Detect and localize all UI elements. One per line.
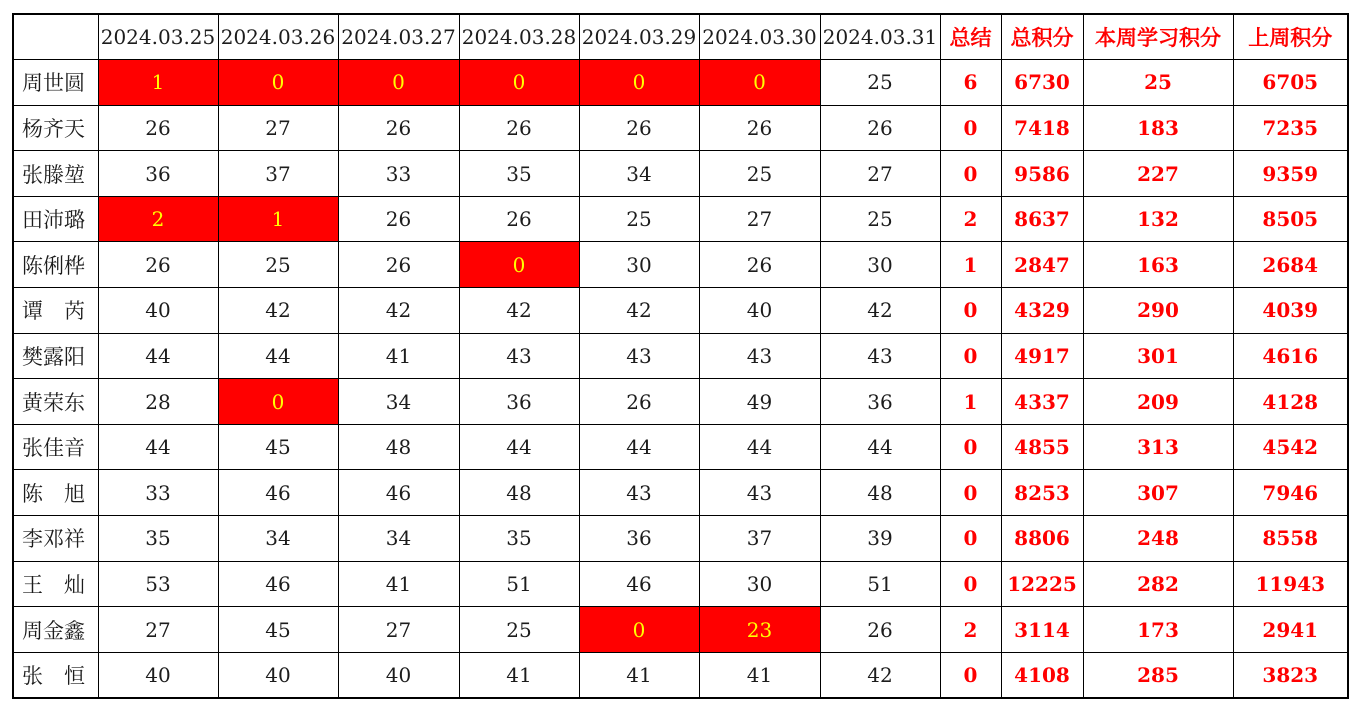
student-name-cell[interactable]: 陈 旭	[13, 470, 98, 516]
day-score-cell[interactable]: 44	[820, 424, 940, 470]
week-study-points-cell[interactable]: 183	[1083, 105, 1233, 151]
day-score-cell[interactable]: 41	[338, 561, 459, 607]
last-week-points-cell[interactable]: 4039	[1233, 288, 1348, 334]
last-week-points-cell[interactable]: 6705	[1233, 60, 1348, 106]
day-score-cell[interactable]: 41	[338, 333, 459, 379]
week-study-points-cell[interactable]: 248	[1083, 516, 1233, 562]
summary-cell[interactable]: 0	[940, 288, 1001, 334]
day-score-cell-highlighted[interactable]: 0	[579, 60, 699, 106]
last-week-points-cell[interactable]: 2941	[1233, 607, 1348, 653]
score-table	[12, 13, 1349, 699]
day-score-cell-highlighted[interactable]: 0	[459, 242, 579, 288]
day-score-cell[interactable]: 41	[459, 652, 579, 698]
day-score-cell[interactable]: 51	[820, 561, 940, 607]
total-points-cell[interactable]: 4108	[1001, 652, 1083, 698]
day-score-cell[interactable]: 33	[338, 151, 459, 197]
last-week-points-cell[interactable]: 3823	[1233, 652, 1348, 698]
day-score-cell[interactable]: 34	[338, 379, 459, 425]
day-score-cell[interactable]: 46	[579, 561, 699, 607]
summary-cell[interactable]: 0	[940, 151, 1001, 197]
column-header-date[interactable]: 2024.03.27	[338, 14, 459, 60]
day-score-cell[interactable]: 26	[820, 105, 940, 151]
day-score-cell[interactable]: 42	[338, 288, 459, 334]
day-score-cell[interactable]: 37	[699, 516, 820, 562]
day-score-cell[interactable]: 39	[820, 516, 940, 562]
day-score-cell[interactable]: 43	[699, 470, 820, 516]
summary-cell[interactable]: 0	[940, 561, 1001, 607]
day-score-cell[interactable]: 36	[579, 516, 699, 562]
day-score-cell[interactable]: 26	[699, 242, 820, 288]
day-score-cell[interactable]: 42	[579, 288, 699, 334]
summary-cell[interactable]: 0	[940, 424, 1001, 470]
day-score-cell[interactable]: 43	[579, 470, 699, 516]
day-score-cell[interactable]: 36	[820, 379, 940, 425]
table-row	[13, 333, 1348, 379]
day-score-cell-highlighted[interactable]: 0	[459, 60, 579, 106]
day-score-cell[interactable]: 42	[820, 652, 940, 698]
table-row	[13, 607, 1348, 653]
column-header-summary[interactable]: 本周学习积分	[1083, 14, 1233, 60]
student-name-cell[interactable]: 张佳音	[13, 424, 98, 470]
student-name-cell[interactable]: 陈俐桦	[13, 242, 98, 288]
day-score-cell[interactable]: 26	[98, 105, 218, 151]
student-name-cell[interactable]: 田沛璐	[13, 196, 98, 242]
summary-cell[interactable]: 0	[940, 333, 1001, 379]
week-study-points-cell[interactable]: 313	[1083, 424, 1233, 470]
week-study-points-cell[interactable]: 209	[1083, 379, 1233, 425]
day-score-cell[interactable]: 43	[459, 333, 579, 379]
student-name-cell[interactable]: 周金鑫	[13, 607, 98, 653]
day-score-cell[interactable]: 43	[579, 333, 699, 379]
week-study-points-cell[interactable]: 290	[1083, 288, 1233, 334]
day-score-cell[interactable]: 45	[218, 607, 338, 653]
week-study-points-cell[interactable]: 132	[1083, 196, 1233, 242]
day-score-cell[interactable]: 25	[579, 196, 699, 242]
last-week-points-cell[interactable]: 7946	[1233, 470, 1348, 516]
table-row	[13, 60, 1348, 106]
day-score-cell-highlighted[interactable]: 0	[699, 60, 820, 106]
day-score-cell[interactable]: 48	[820, 470, 940, 516]
day-score-cell[interactable]: 44	[699, 424, 820, 470]
week-study-points-cell[interactable]: 282	[1083, 561, 1233, 607]
day-score-cell[interactable]: 46	[218, 470, 338, 516]
last-week-points-cell[interactable]: 7235	[1233, 105, 1348, 151]
summary-cell[interactable]: 0	[940, 652, 1001, 698]
last-week-points-cell[interactable]: 4542	[1233, 424, 1348, 470]
week-study-points-cell[interactable]: 173	[1083, 607, 1233, 653]
student-name-cell[interactable]: 张滕堃	[13, 151, 98, 197]
day-score-cell[interactable]: 34	[579, 151, 699, 197]
last-week-points-cell[interactable]: 4128	[1233, 379, 1348, 425]
student-name-cell[interactable]: 王 灿	[13, 561, 98, 607]
day-score-cell[interactable]: 28	[98, 379, 218, 425]
student-name-cell[interactable]: 樊露阳	[13, 333, 98, 379]
table-row	[13, 424, 1348, 470]
day-score-cell[interactable]: 41	[579, 652, 699, 698]
week-study-points-cell[interactable]: 285	[1083, 652, 1233, 698]
table-body	[13, 60, 1348, 698]
total-points-cell[interactable]: 9586	[1001, 151, 1083, 197]
day-score-cell[interactable]: 43	[820, 333, 940, 379]
student-name-cell[interactable]: 杨齐天	[13, 105, 98, 151]
day-score-cell[interactable]: 26	[338, 242, 459, 288]
day-score-cell[interactable]: 26	[338, 196, 459, 242]
day-score-cell[interactable]: 26	[579, 379, 699, 425]
table-row	[13, 196, 1348, 242]
table-row	[13, 470, 1348, 516]
day-score-cell[interactable]: 42	[218, 288, 338, 334]
day-score-cell[interactable]: 26	[579, 105, 699, 151]
day-score-cell[interactable]: 27	[98, 607, 218, 653]
column-header-date[interactable]: 2024.03.25	[98, 14, 218, 60]
day-score-cell[interactable]: 27	[338, 607, 459, 653]
day-score-cell[interactable]: 46	[338, 470, 459, 516]
day-score-cell[interactable]: 41	[699, 652, 820, 698]
last-week-points-cell[interactable]: 9359	[1233, 151, 1348, 197]
day-score-cell[interactable]: 25	[820, 196, 940, 242]
day-score-cell[interactable]: 26	[338, 105, 459, 151]
day-score-cell[interactable]: 30	[820, 242, 940, 288]
student-name-cell[interactable]: 李邓祥	[13, 516, 98, 562]
day-score-cell[interactable]: 35	[459, 151, 579, 197]
day-score-cell[interactable]: 35	[98, 516, 218, 562]
week-study-points-cell[interactable]: 25	[1083, 60, 1233, 106]
last-week-points-cell[interactable]: 11943	[1233, 561, 1348, 607]
day-score-cell[interactable]: 33	[98, 470, 218, 516]
column-header-date[interactable]: 2024.03.28	[459, 14, 579, 60]
day-score-cell[interactable]: 49	[699, 379, 820, 425]
total-points-cell[interactable]: 8253	[1001, 470, 1083, 516]
day-score-cell[interactable]: 25	[820, 60, 940, 106]
corner-cell[interactable]	[13, 14, 98, 60]
summary-cell[interactable]: 2	[940, 607, 1001, 653]
day-score-cell[interactable]: 36	[98, 151, 218, 197]
day-score-cell[interactable]: 40	[98, 652, 218, 698]
day-score-cell-highlighted[interactable]: 0	[218, 379, 338, 425]
last-week-points-cell[interactable]: 8505	[1233, 196, 1348, 242]
day-score-cell[interactable]: 37	[218, 151, 338, 197]
last-week-points-cell[interactable]: 2684	[1233, 242, 1348, 288]
student-name-cell[interactable]: 黄荣东	[13, 379, 98, 425]
day-score-cell[interactable]: 44	[459, 424, 579, 470]
day-score-cell[interactable]: 53	[98, 561, 218, 607]
total-points-cell[interactable]: 8806	[1001, 516, 1083, 562]
column-header-date[interactable]: 2024.03.29	[579, 14, 699, 60]
last-week-points-cell[interactable]: 4616	[1233, 333, 1348, 379]
total-points-cell[interactable]: 8637	[1001, 196, 1083, 242]
summary-cell[interactable]: 0	[940, 516, 1001, 562]
day-score-cell[interactable]: 44	[579, 424, 699, 470]
table-row	[13, 288, 1348, 334]
student-name-cell[interactable]: 谭 芮	[13, 288, 98, 334]
summary-cell[interactable]: 6	[940, 60, 1001, 106]
day-score-cell-highlighted[interactable]: 0	[579, 607, 699, 653]
header-row	[13, 14, 1348, 60]
total-points-cell[interactable]: 7418	[1001, 105, 1083, 151]
day-score-cell[interactable]: 27	[218, 105, 338, 151]
day-score-cell[interactable]: 45	[218, 424, 338, 470]
student-name-cell[interactable]: 周世圆	[13, 60, 98, 106]
day-score-cell-highlighted[interactable]: 23	[699, 607, 820, 653]
day-score-cell[interactable]: 40	[98, 288, 218, 334]
table-row	[13, 151, 1348, 197]
day-score-cell[interactable]: 25	[699, 151, 820, 197]
day-score-cell[interactable]: 51	[459, 561, 579, 607]
day-score-cell[interactable]: 26	[699, 105, 820, 151]
student-name-cell[interactable]: 张 恒	[13, 652, 98, 698]
day-score-cell[interactable]: 30	[579, 242, 699, 288]
table-row	[13, 379, 1348, 425]
day-score-cell[interactable]: 34	[338, 516, 459, 562]
summary-cell[interactable]: 2	[940, 196, 1001, 242]
summary-cell[interactable]: 0	[940, 470, 1001, 516]
table-row	[13, 105, 1348, 151]
day-score-cell[interactable]: 25	[218, 242, 338, 288]
day-score-cell[interactable]: 36	[459, 379, 579, 425]
column-header-date[interactable]: 2024.03.26	[218, 14, 338, 60]
day-score-cell[interactable]: 26	[820, 607, 940, 653]
column-header-summary[interactable]: 总结	[940, 14, 1001, 60]
day-score-cell[interactable]: 40	[218, 652, 338, 698]
day-score-cell-highlighted[interactable]: 1	[98, 60, 218, 106]
day-score-cell[interactable]: 48	[459, 470, 579, 516]
total-points-cell[interactable]: 4855	[1001, 424, 1083, 470]
week-study-points-cell[interactable]: 227	[1083, 151, 1233, 197]
column-header-date[interactable]: 2024.03.31	[820, 14, 940, 60]
day-score-cell[interactable]: 26	[98, 242, 218, 288]
day-score-cell[interactable]: 42	[820, 288, 940, 334]
table-row	[13, 516, 1348, 562]
table-row	[13, 561, 1348, 607]
day-score-cell[interactable]: 48	[338, 424, 459, 470]
total-points-cell[interactable]: 4329	[1001, 288, 1083, 334]
total-points-cell[interactable]: 12225	[1001, 561, 1083, 607]
column-header-summary[interactable]: 总积分	[1001, 14, 1083, 60]
total-points-cell[interactable]: 6730	[1001, 60, 1083, 106]
day-score-cell[interactable]: 42	[459, 288, 579, 334]
day-score-cell[interactable]: 46	[218, 561, 338, 607]
summary-cell[interactable]: 1	[940, 379, 1001, 425]
day-score-cell[interactable]: 26	[459, 196, 579, 242]
day-score-cell[interactable]: 43	[699, 333, 820, 379]
day-score-cell[interactable]: 40	[338, 652, 459, 698]
column-header-date[interactable]: 2024.03.30	[699, 14, 820, 60]
day-score-cell[interactable]: 44	[98, 333, 218, 379]
day-score-cell[interactable]: 35	[459, 516, 579, 562]
day-score-cell-highlighted[interactable]: 2	[98, 196, 218, 242]
total-points-cell[interactable]: 4337	[1001, 379, 1083, 425]
day-score-cell-highlighted[interactable]: 1	[218, 196, 338, 242]
day-score-cell[interactable]: 30	[699, 561, 820, 607]
week-study-points-cell[interactable]: 163	[1083, 242, 1233, 288]
total-points-cell[interactable]: 2847	[1001, 242, 1083, 288]
day-score-cell[interactable]: 40	[699, 288, 820, 334]
day-score-cell-highlighted[interactable]: 0	[338, 60, 459, 106]
day-score-cell[interactable]: 44	[218, 333, 338, 379]
day-score-cell[interactable]: 44	[98, 424, 218, 470]
week-study-points-cell[interactable]: 301	[1083, 333, 1233, 379]
week-study-points-cell[interactable]: 307	[1083, 470, 1233, 516]
total-points-cell[interactable]: 4917	[1001, 333, 1083, 379]
day-score-cell[interactable]: 34	[218, 516, 338, 562]
last-week-points-cell[interactable]: 8558	[1233, 516, 1348, 562]
day-score-cell[interactable]: 27	[820, 151, 940, 197]
summary-cell[interactable]: 0	[940, 105, 1001, 151]
day-score-cell[interactable]: 25	[459, 607, 579, 653]
day-score-cell[interactable]: 27	[699, 196, 820, 242]
total-points-cell[interactable]: 3114	[1001, 607, 1083, 653]
table-row	[13, 652, 1348, 698]
summary-cell[interactable]: 1	[940, 242, 1001, 288]
day-score-cell-highlighted[interactable]: 0	[218, 60, 338, 106]
day-score-cell[interactable]: 26	[459, 105, 579, 151]
column-header-summary[interactable]: 上周积分	[1233, 14, 1348, 60]
table-row	[13, 242, 1348, 288]
